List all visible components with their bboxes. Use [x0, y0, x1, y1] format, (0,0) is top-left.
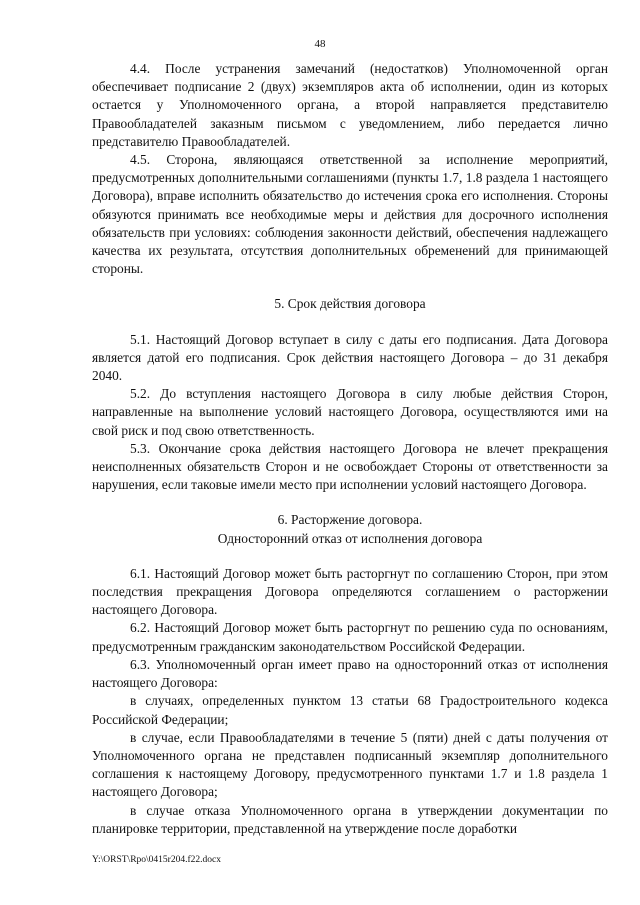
section-6-heading: 6. Расторжение договора.	[277, 512, 423, 528]
file-path-footer: Y:\ORST\Rpo\0415r204.f22.docx	[92, 855, 221, 865]
spacer	[92, 494, 608, 511]
paragraph-4-5: 4.5. Сторона, являющаяся ответственной за исполнение мероприятий, предусмотренных дополнительными соглашениями (пункты 1.7, 1.8 раздела 1 настоящего Договора), вправе исполнить обязательство до истечения срока его исполнения. Стороны обязуются принимать все необходимые меры и действия для досрочного исполнения обязательств при условиях: соблюдения законности действий, обеспечения надлежащего качества их результата, отсутствия дополнительных обременений для принимающей стороны.	[92, 152, 608, 277]
paragraph-4-4: 4.4. После устранения замечаний (недостатков) Уполномоченной орган обеспечивает подписание 2 (двух) экземпляров акта об исполнении, один из которых остается у Уполномоченного органа, а второй направляется представителю Правообладателей заказным письмом с уведомлением, либо передается лично представителю Правообладателей.	[92, 61, 608, 149]
paragraph-6-3-case-2: в случае, если Правообладателями в течение 5 (пяти) дней с даты получения от Уполномоченного органа не представлен подписанный экземпляр дополнительного соглашения к настоящему Договору, предусмотренного пунктами 1.7 и 1.8 раздела 1 настоящего Договора;	[92, 729, 608, 800]
section-5-heading: 5. Срок действия договора	[274, 296, 426, 312]
section-6-subheading: Односторонний отказ от исполнения договора	[217, 530, 483, 546]
document-body	[92, 60, 608, 838]
paragraph-6-1: 6.1. Настоящий Договор может быть расторгнут по соглашению Сторон, при этом последствия прекращения Договора определяются соглашением о расторжении настоящего Договора.	[92, 565, 608, 618]
paragraph-5-1: 5.1. Настоящий Договор вступает в силу с даты его подписания. Дата Договора является датой его подписания. Срок действия настоящего Договора – до 31 декабря 2040.	[92, 331, 608, 384]
spacer	[92, 548, 608, 565]
spacer	[92, 314, 608, 331]
paragraph-6-3-case-1: в случаях, определенных пунктом 13 статьи 68 Градостроительного кодекса Российской Федерации;	[92, 693, 608, 727]
paragraph-5-3: 5.3. Окончание срока действия настоящего Договора не влечет прекращения неисполненных обязательств Сторон и не освобождает Стороны от ответственности за нарушения, если таковые имели место при исполнении условий настоящего Договора.	[92, 440, 608, 493]
paragraph-5-2: 5.2. До вступления настоящего Договора в силу любые действия Сторон, направленные на выполнение условий настоящего Договора, осуществляются ими на свой риск и под свою ответственность.	[92, 386, 608, 438]
paragraph-6-3: 6.3. Уполномоченный орган имеет право на односторонний отказ от исполнения настоящего Договора:	[92, 656, 608, 691]
page-number: 48	[314, 38, 326, 50]
spacer	[92, 278, 608, 295]
paragraph-6-3-case-3: в случае отказа Уполномоченного органа в утверждении документации по планировке территории, представленной на утверждение после доработки	[92, 802, 608, 836]
paragraph-6-2: 6.2. Настоящий Договор может быть расторгнут по решению суда по основаниям, предусмотренным гражданским законодательством Российской Федерации.	[92, 620, 608, 654]
